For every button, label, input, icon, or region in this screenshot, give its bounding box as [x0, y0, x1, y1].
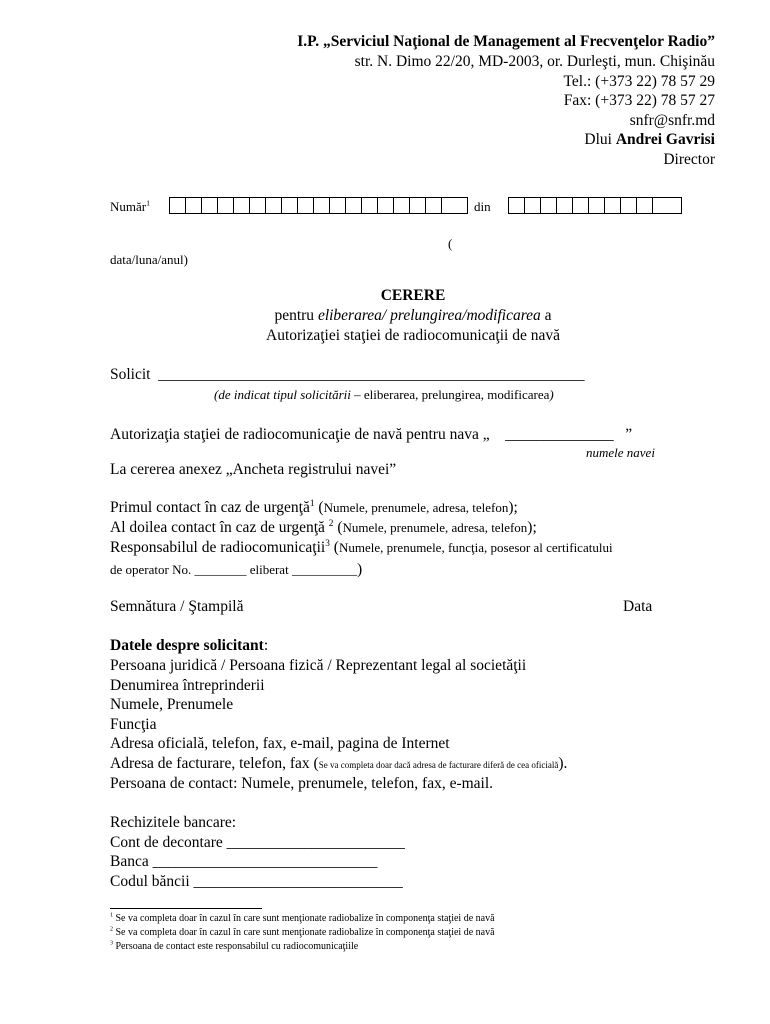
contact-2-label: Al doilea contact în caz de urgenţă	[110, 519, 325, 536]
title-prefix: pentru	[274, 307, 315, 324]
ship-name-hint: numele navei	[586, 445, 655, 460]
authorization-close-quote: ”	[625, 426, 633, 443]
solicit-hint	[214, 387, 554, 403]
footnote-number: 2	[110, 926, 113, 933]
footnote-divider	[110, 908, 262, 909]
footnote	[110, 927, 495, 938]
bank-heading: Rechizitele bancare:	[110, 814, 237, 831]
authorization-row	[110, 426, 632, 444]
addressee-prefix: Dlui	[584, 131, 612, 148]
solicit-hint-options: eliberarea, prelungirea, modificarea	[363, 387, 550, 402]
bank-account-field[interactable]: Cont de decontare _______________________	[110, 834, 405, 851]
contact-2-row: Al doilea contact în caz de urgenţă $^2$ (Numele, prenumele, adresa, telefon);	[110, 518, 537, 536]
footnote-text: Persoana de contact este responsabilul cu radiocomunicaţiile	[115, 941, 359, 952]
org-address: str. N. Dimo 22/20, MD-2003, or. Durleşti, mun. Chişinău	[354, 53, 715, 70]
bank-name-field[interactable]: Banca _____________________________	[110, 853, 378, 870]
date-label: Data	[623, 598, 653, 615]
applicant-line: Funcţia	[110, 716, 157, 733]
radio-responsible-footnote-ref: 3	[325, 538, 330, 549]
footnote-text: Se va completa doar în cazul în care sunt menţionate radiobalize în componenţa staţiei de navă	[115, 927, 495, 938]
contact-1-footnote-ref: 1	[309, 498, 315, 509]
number-label-text: Număr	[110, 199, 147, 214]
title-line-2	[0, 307, 770, 325]
radio-responsible-label: Responsabilul de radiocomunicaţii	[110, 539, 326, 556]
footnote-text: Se va completa doar în cazul în care sunt menţionate radiobalize în componenţa staţiei de navă	[115, 913, 495, 924]
annex-text: La cererea anexez „Ancheta registrului navei”	[110, 461, 397, 478]
footnote	[110, 941, 358, 952]
solicit-field[interactable]: _______________________________________________________	[158, 366, 585, 383]
number-label	[110, 199, 150, 215]
contact-1-label: Primul contact în caz de urgenţă	[110, 499, 310, 516]
solicit-hint-close: )	[549, 387, 554, 402]
contact-2-footnote-ref: 2	[328, 518, 334, 529]
addressee-name: Andrei Gavrisi	[615, 131, 715, 148]
operator-cert-row: de operator No. ________ eliberat __________)	[110, 561, 363, 578]
org-tel: Tel.: (+373 22) 78 57 29	[563, 73, 715, 90]
operator-cert-hint: de operator No. ________ eliberat __________	[110, 562, 357, 577]
applicant-line: Adresa oficială, telefon, fax, e-mail, pagina de Internet	[110, 735, 450, 752]
radio-responsible-hint: Numele, prenumele, funcţia, posesor al certificatului	[338, 540, 613, 555]
date-boxes[interactable]	[508, 197, 682, 214]
title-line-3: Autorizaţiei staţiei de radiocomunicaţii de navă	[266, 327, 560, 344]
addressee-position: Director	[663, 151, 715, 168]
org-email: snfr@snfr.md	[629, 112, 715, 129]
din-label: din	[474, 199, 491, 214]
radio-responsible-row: Responsabilul de radiocomunicaţii$^3$ (Numele, prenumele, funcţia, posesor al certificatului	[110, 538, 613, 556]
contact-1-row: Primul contact în caz de urgenţă$^1$ (Numele, prenumele, adresa, telefon);	[110, 498, 518, 516]
footnote-number: 3	[110, 940, 113, 947]
applicant-heading-colon: :	[263, 637, 269, 654]
solicit-row	[110, 366, 584, 384]
footnote-number: 1	[110, 912, 113, 919]
number-footnote-ref: 1	[146, 198, 151, 208]
date-format-label: data/luna/anul)	[110, 252, 188, 267]
applicant-heading-row	[110, 637, 268, 655]
billing-address-label: Adresa de facturare, telefon, fax	[110, 755, 310, 772]
authorization-text: Autorizaţia staţiei de radiocomunicaţie de navă pentru nava „	[110, 426, 490, 443]
title-options: eliberarea/ prelungirea/modificarea	[317, 307, 541, 324]
solicit-label: Solicit	[110, 366, 151, 383]
billing-address-note: Se va completa doar dacă adresa de facturare diferă de cea oficială	[318, 760, 559, 770]
date-paren: (	[448, 236, 453, 251]
applicant-line: Persoana juridică / Persoana fizică / Reprezentant legal al societăţii	[110, 657, 527, 674]
contact-person-line: Persoana de contact: Numele, prenumele, telefon, fax, e-mail.	[110, 775, 494, 792]
bank-code-field[interactable]: Codul băncii ___________________________	[110, 873, 403, 890]
document-title: CERERE	[380, 287, 446, 304]
signature-label: Semnătura / Ştampilă	[110, 598, 244, 615]
applicant-line: Numele, Prenumele	[110, 696, 234, 713]
addressee	[584, 131, 715, 149]
solicit-hint-dash: –	[350, 387, 364, 402]
org-name: I.P. „Serviciul Naţional de Management al Frecvenţelor Radio”	[297, 33, 715, 50]
contact-1-hint: Numele, prenumele, adresa, telefon	[323, 500, 509, 515]
contact-2-hint: Numele, prenumele, adresa, telefon	[342, 520, 528, 535]
applicant-line: Denumirea întreprinderii	[110, 677, 265, 694]
ship-name-field[interactable]: ______________	[505, 426, 614, 443]
number-boxes[interactable]	[169, 197, 468, 214]
applicant-heading: Datele despre solicitant	[110, 637, 264, 654]
solicit-hint-italic: (de indicat tipul solicitării	[214, 387, 351, 402]
footnote	[110, 913, 495, 924]
org-fax: Fax: (+373 22) 78 57 27	[563, 92, 715, 109]
billing-address-row: Adresa de facturare, telefon, fax (Se va completa doar dacă adresa de facturare diferă de cea oficială).	[110, 755, 568, 772]
title-suffix: a	[544, 307, 552, 324]
